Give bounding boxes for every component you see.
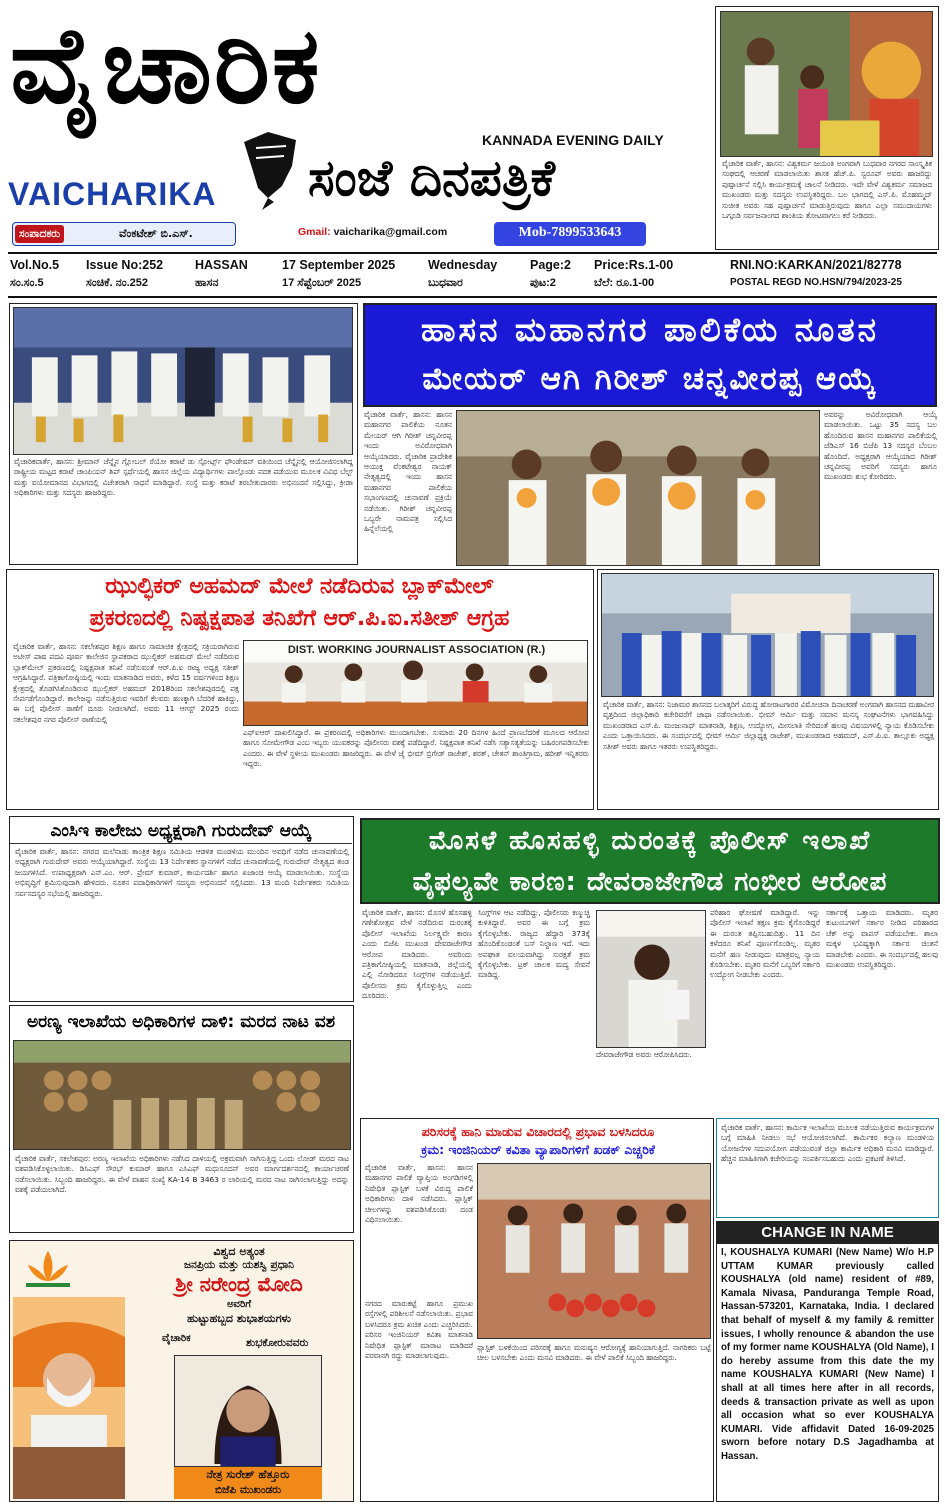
price-kn: ಬೆಲೆ: ರೂ.1-00 [594,277,655,289]
day-en: Wednesday [428,258,498,272]
ad-modi-name: ಶ್ರೀ ನರೇಂದ್ರ ಮೋದಿ [175,1272,303,1296]
forest-photo [13,1040,351,1150]
env-col2: ನಗರದ ಮಾರುಕಟ್ಟೆ ಹಾಗೂ ಪ್ರಮುಖ ರಸ್ತೆಗಳಲ್ಲಿ ಪರಿಶೀಲನೆ ನಡೆಸಲಾಯಿತು. ಪ್ರಭಾವ ಬಳಸಿದರೂ ಕ್ರಮ ಖಚಿತ ಎಂದು ಎಚ್ಚರಿಸಿದರು. ಪರಿಸರ ಇಂಜಿನಿಯರ್ ಕವಿತಾ ಮಾತನಾಡಿ ನಿಷೇಧಿತ ಪ್ಲಾಸ್ಟಿಕ್ ಮಾರಾಟ ಮಾಡಿದರೆ ಪರವಾನಗಿ ರದ್ದು ಮಾಡಲಾಗುವುದು. [365,1299,473,1361]
dateline-rule-bottom [8,296,937,298]
rally-photo [601,573,934,697]
mayor-headline [363,303,937,407]
labour-notice-text: ವೈಚಾರಿಕ ವಾರ್ತೆ, ಹಾಸನ: ಕಾರ್ಮಿಕ ಇಲಾಖೆಯ ಮೂಲಕ ನಡೆಯುತ್ತಿರುವ ಕಾರ್ಯಕ್ರಮಗಳ ಬಗ್ಗೆ ಮಾಹಿತಿ ನೀಡಲು ಸಭೆ ಆಯೋಜಿಸಲಾಗಿದೆ. ಕಾರ್ಮಿಕರ ಕಲ್ಯಾಣ ಮಂಡಳಿಯ ಯೋಜನೆಗಳ ಸದುಪಯೋಗ ಪಡೆಯುವಂತೆ ಜಿಲ್ಲಾ ಕಾರ್ಮಿಕ ಅಧಿಕಾರಿ ಮನವಿ ಮಾಡಿದ್ದಾರೆ. ಹೆಚ್ಚಿನ ಮಾಹಿತಿಗಾಗಿ ಕಚೇರಿಯನ್ನು ಸಂಪರ್ಕಿಸಬಹುದು ಎಂದು ಪ್ರಕಟಣೆ ತಿಳಿಸಿದೆ. [721,1123,934,1164]
env-headline-line1: ಪರಿಸರಕ್ಕೆ ಹಾನಿ ಮಾಡುವ ವಿಚಾರದಲ್ಲಿ ಪ್ರಭಾವ ಬಳಸಿದರೂ [421,1124,655,1139]
forest-headline: ಅರಣ್ಯ ಇಲಾಖೆಯ ಅಧಿಕಾರಿಗಳ ದಾಳಿ: ಮರದ ನಾಟ ವಶ [26,1012,336,1032]
ad-person-title: ಬಿಜೆಪಿ ಮುಖಂಡರು [214,1484,282,1496]
issue-kn: ಸಂಚಿಕೆ. ನಂ.252 [86,277,149,289]
blackmail-story [6,569,594,810]
blackmail-story-left-text: ವೈಚಾರಿಕ ವಾರ್ತೆ, ಹಾಸನ: ಸಕಲೇಶಪುರ ಶಿಕ್ಷಣ ಹಾಗೂ ಸಾಮಾಜಿಕ ಕ್ಷೇತ್ರದಲ್ಲಿ ಸಕ್ರಿಯರಾಗಿರುವ ಅಟೀಸ್ ಪಾಷ ಪದವಿ ಪೂರ್ವ ಕಾಲೇಜಿನ ಸ್ಥಾಪಕರಾದ ಝುಲ್ಫಿಕರ್ ಅಹಮದ್ ಮೇಲೆ ನಡೆದಿರುವ ಬ್ಲಾಕ್‌ಮೇಲ್ ಪ್ರಕರಣದಲ್ಲಿ ನಿಷ್ಪಕ್ಷಪಾತ ತನಿಖೆ ನಡೆಸುವಂತೆ ಆರ್.ಪಿ.ಐ ರಾಜ್ಯ ಅಧ್ಯಕ್ಷ ಸತೀಶ್ ಆಗ್ರಹಿಸಿದ್ದಾರೆ. ಪತ್ರಿಕಾಗೋಷ್ಠಿಯಲ್ಲಿ ಇಂದು ಮಾತನಾಡಿದ ಅವರು, ಕಳೆದ 15 ವರ್ಷಗಳಿಂದ ಶಿಕ್ಷಣ ಕ್ಷೇತ್ರದಲ್ಲಿ ತೊಡಗಿಸಿಕೊಂಡಿರುವ ಝುಲ್ಫಿಕರ್ ಅಹಮದ್ 2018ರಿಂದ ಸಕಲೇಶಪುರದಲ್ಲಿ ಪಕ್ಷ ಸೇರ್ಪಡೆಗೊಂಡಿದ್ದಾರೆ. ಕಾಲೇಜನ್ನು ನಡೆಸುತ್ತಿರುವ ಇವರಿಗೆ ಕೆಲವರು ಹಣಕ್ಕಾಗಿ ಬೆದರಿಕೆ ಹಾಕಿದ್ದು, ಈ ಬಗ್ಗೆ ಪೊಲೀಸ್ ಠಾಣೆಗೆ ದೂರು ನೀಡಲಾಗಿದೆ. ಅವರು 11 ಆಗಸ್ಟ್ 2025 ರಂದು ಸಕಲೇಶಪುರ ನಗರ ಪೊಲೀಸ್ ಠಾಣೆಯಲ್ಲಿ [13,642,239,724]
dateline-rule-top [8,252,937,254]
karate-photo [13,307,353,455]
ad-line2: ಜನಪ್ರಿಯ ಮತ್ತು ಯಶಸ್ವಿ ಪ್ರಧಾನಿ [183,1259,295,1271]
blackmail-story-right-text: ಎಫ್ಐಆರ್ ದಾಖಲಿಸಿದ್ದಾರೆ. ಈ ಪ್ರಕರಣದಲ್ಲಿ ಅಧಿಕಾರಿಗಳು ಮುಂದಾಗಬೇಕು. ಸುಮಾರು 20 ದಿನಗಳ ಹಿಂದೆ ಪ್ರಾಣಬೆದರಿಕೆ ಮೂಲದ ಆರೋಪ ಹಾಗೂ ಸೋಮೇಗೌಡ ಎಂಬ ಇಬ್ಬರು ಯುವಕರನ್ನು ಪೊಲೀಸರು ವಶಕ್ಕೆ ಪಡೆದಿದ್ದಾರೆ. ನಿಷ್ಪಕ್ಷಪಾತ ತನಿಖೆ ನಡೆಸಿ ಸತ್ಯಾಸತ್ಯತೆಯನ್ನು ಬಹಿರಂಗಪಡಿಸಬೇಕು ಎಂದರು. ಈ ವೇಳೆ ಸ್ಥಳೀಯ ಮುಖಂಡರು ಹಾಜರಿದ್ದರು. ಈ ವೇಳೆ ಜೈ ಭೀಮ್ ಬ್ರಿಗೇಡ್ ರಾಜೇಶ್, ಶರತ್, ಚೇತನ್ ಶಾಂತಿಗ್ರಾಮ, ಹರೀಶ್ ಇನ್ನಿತರರು ಇದ್ದರು. [243,728,589,769]
editor-strip [12,222,236,246]
top-right-photo-story [715,6,939,250]
karate-story-text: ವೈಚಾರಿಕವಾರ್ತೆ, ಹಾಸನ: ಶ್ರೀಮಾನ್ ಚೆನ್ನೈನ ಗ್ಲೋಬಲ್ ರೆಯೋ ಕರಾಟೆ ಡು ಸ್ಪೋರ್ಟ್ಸ್ ಫೌಂಡೇಷನ್ ವತಿಯಿಂದ ಚೆನ್ನೈನಲ್ಲಿ ಆಯೋಜಿಸಲಾಗಿದ್ದ ರಾಷ್ಟ್ರೀಯ ಮಟ್ಟದ ಕರಾಟೆ ಚಾಂಪಿಯನ್ ಶಿಪ್ ಸ್ಪರ್ಧೆಯಲ್ಲಿ ಹಾಸನ ಜಿಲ್ಲೆಯ ವಿದ್ಯಾರ್ಥಿಗಳು ಪಾಲ್ಗೊಂಡು ಪದಕ ಪಡೆಯುವ ಮೂಲಕ ವಿವಿಧ ಬೆಲ್ಟ್ ಮತ್ತು ವಯೋಮಾನದ ವಿಭಾಗದಲ್ಲಿ ವಿಜೇತರಾಗಿ ಸಾಧನೆ ಮಾಡಿದ್ದಾರೆ. ಸಂಸ್ಥೆ ಮತ್ತು ಕರಾಟೆ ತರಬೇತುದಾರರು ಅಭಿನಂದನೆ ಸಲ್ಲಿಸಿದ್ದು, ಕ್ರೀಡಾ ಅಧಿಕಾರಿಗಳು ಮತ್ತು ಸದಸ್ಯರು ಹಾಜರಿದ್ದರು. [14,457,353,498]
gmail-line [298,226,447,238]
change-name-heading: CHANGE IN NAME [717,1222,938,1244]
editor-name: ವೆಂಕಟೇಶ್ ಬಿ.ಎಸ್. [119,227,193,240]
top-right-story-text: ವೈಚಾರಿಕ ವಾರ್ತೆ, ಹಾಸನ: ವಿಶ್ವಕರ್ಮ ಜಯಂತಿ ಅಂಗವಾಗಿ ಬುಧವಾರ ನಗರದ ಸಾಂಸ್ಕೃತಿಕ ಸಂಘದಲ್ಲಿ ಆಚರಣೆ ಮಾಡಲಾಯಿತು ಶಾಸಕ ಹೆಚ್.ಪಿ. ಸ್ವರೂಪ್ ಅವರು ಹಾಜರಿದ್ದು ಪುಷ್ಪಾರ್ಚನೆ ಸಲ್ಲಿಸಿ ಕಾರ್ಯಕ್ರಮಕ್ಕೆ ಚಾಲನೆ ನೀಡಿದರು. ಇದೇ ವೇಳೆ ವಿಶ್ವಕರ್ಮ ಸಮಾಜದ ಮುಖಂಡರು ಮತ್ತು ಸದಸ್ಯರು ಉಪಸ್ಥಿತರಿದ್ದರು. ಬಲ ಭಾಗದಲ್ಲಿ ಎಸ್.ಪಿ. ಮೊಹಮ್ಮದ್ ಸುಜೀತ ಅವರು ಸಹ ಪುಷ್ಪಾರ್ಚನೆ ಮಾಡುತ್ತಿರುವುದು ಹಾಗೂ ಎಲ್ಲಾ ಸಮುದಾಯಗಳು ಒಗ್ಗೂಡಿ ಸರ್ವಜನಾಂಗದ ಶಾಂತಿಯ ತೋಟವಾಗಲು ಕರೆ ನೀಡಿದರು. [722,159,932,221]
college-story [9,816,354,1002]
devarajegowda-photo [596,910,706,1048]
leader-photo [174,1355,322,1467]
gmail-address: vaicharika@gmail.com [333,226,448,238]
mosale-col2: ಸಿಂಗ್ಲ್‌ಗಳ ಆಟ ನಡೆದಿದ್ದು, ಪೊಲೀಸರು ಕಣ್ಮುಚ್ಚಿ ಕುಳಿತಿದ್ದಾರೆ. ಅವರ ಈ ಬಗ್ಗೆ ಕ್ರಮ ಕೈಗೊಳ್ಳಬೇಕು. ರಾಜ್ಯದ ಹೆದ್ದಾರಿ 373ಕ್ಕೆ ಹೊಂದಿಕೊಂಡಂತೆ ಬಸ್ ನಿಲ್ದಾಣ ಇದೆ. ಇದು ಅಪಘಾತ ವಲಯವಾಗಿದ್ದು ಸುರಕ್ಷತೆ ಕ್ರಮ ಕೈಗೊಳ್ಳಬೇಕು. ಟ್ರಕ್ ಚಾಲಕ ಮದ್ಯ ಸೇವನೆ ಮಾಡಿದ್ದ. [478,908,590,980]
masthead-tagline-kn: ಸಂಜೆ ದಿನಪತ್ರಿಕೆ [308,149,555,207]
ad-person-name: ನೇತ್ರ ಸುರೇಶ್ ಹೆತ್ತೂರು [206,1468,290,1481]
date-kn: 17 ಸೆಪ್ಟೆಂಬರ್ 2025 [282,277,362,289]
mosale-headline-line2: ವೈಫಲ್ಯವೇ ಕಾರಣ: ದೇವರಾಜೇಗೌಡ ಗಂಭೀರ ಆರೋಪ [412,867,888,897]
place-en: HASSAN [195,258,248,272]
masthead-title-en: VAICHARIKA [8,176,217,212]
env-col1: ವೈಚಾರಿಕ ವಾರ್ತೆ, ಹಾಸನ: ಹಾಸನ ಮಹಾನಗರ ಪಾಲಿಕೆ ವ್ಯಾಪ್ತಿಯ ಅಂಗಡಿಗಳಲ್ಲಿ ನಿಷೇಧಿತ ಪ್ಲಾಸ್ಟಿಕ್ ಬಳಕೆ ವಿರುದ್ಧ ಪಾಲಿಕೆ ಅಧಿಕಾರಿಗಳು ದಾಳಿ ನಡೆಸಿದರು. ಪ್ಲಾಸ್ಟಿಕ್ ಚೀಲಗಳನ್ನು ವಶಪಡಿಸಿಕೊಂಡು ದಂಡ ವಿಧಿಸಲಾಯಿತು. [365,1163,473,1225]
place-kn: ಹಾಸನ [195,277,219,289]
mayor-story-left-text: ವೈಚಾರಿಕ ವಾರ್ತೆ, ಹಾಸನ: ಹಾಸನ ಮಹಾನಗರ ಪಾಲಿಕೆಯ ನೂತನ ಮೇಯರ್ ಆಗಿ ಗಿರೀಶ್ ಚನ್ನವೀರಪ್ಪ ಇಂದು ಅವಿರೋಧವಾಗಿ ಆಯ್ಕೆಯಾದರು. ವೈಚಾರಿಕ ಪ್ರಾದೇಶಿಕ ಆಯುಕ್ತ ವೆಂಕಟೇಶ್ವರ ನಾಯಕ್ ನೇತೃತ್ವದಲ್ಲಿ ಇಂದು ಹಾಸನ ಮಹಾನಗರ ಪಾಲಿಕೆಯ ಸಭಾಂಗಣದಲ್ಲಿ ಚುನಾವಣೆ ಪ್ರಕ್ರಿಯೆ ನಡೆಯಿತು. ಗಿರೀಶ್ ಚನ್ನವೀರಪ್ಪ ಒಬ್ಬರೇ ನಾಮಪತ್ರ ಸಲ್ಲಿಸಿದ ಹಿನ್ನೆಲೆಯಲ್ಲಿ [364,410,452,534]
masthead-tagline-en: KANNADA EVENING DAILY [482,132,664,148]
env-headline-line2: ಕ್ರಮ: ಇಂಜಿನಿಯರ್ ಕವಿತಾ ವ್ಯಾಪಾರಿಗಳಿಗೆ ಖಡಕ್ ಎಚ್ಚರಿಕೆ [421,1142,655,1157]
mosale-col4: ಸರ್ಕಾರಕ್ಕೆ ಒತ್ತಾಯ ಮಾಡಿದರು. ಮೃತರ ಕುಟುಂಬಗಳಿಗೆ ಸರ್ಕಾರ ನೀಡಿದ ಪರಿಹಾರದ ಚೆಕ್ ಅನ್ನು ವಾಪಸ್ ಪಡೆಯಬೇಕು. ಶಾಲಾ ಮಕ್ಕಳ ಭವಿಷ್ಯಕ್ಕಾಗಿ ಸರ್ಕಾರ ಚಿಂತನೆ ಮಾಡಬೇಕು ಎಂದರು. ಈ ಸಂದರ್ಭದಲ್ಲಿ ಹಲವು ಮುಖಂಡರು ಉಪಸ್ಥಿತರಿದ್ದರು. [826,908,938,970]
forest-story-text: ವೈಚಾರಿಕ ವಾರ್ತೆ, ಸಕಲೇಶಪುರ: ಅರಣ್ಯ ಇಲಾಖೆಯ ಅಧಿಕಾರಿಗಳು ನಡೆಸಿದ ದಾಳಿಯಲ್ಲಿ ಅಕ್ರಮವಾಗಿ ಸಾಗಿಸುತ್ತಿದ್ದ ಒಂದು ಲೋಡ್ ಮರದ ನಾಟ ವಶಪಡಿಸಿಕೊಳ್ಳಲಾಯಿತು. ಡಿಸಿಎಫ್ ಸೌರಭ್ ಕುಮಾರ್ ಹಾಗೂ ಎಸಿಎಫ್ ಮಧುಸೂದನ್ ಅವರ ಮಾರ್ಗದರ್ಶನದಲ್ಲಿ ಕಾರ್ಯಾಚರಣೆ ನಡೆಸಲಾಯಿತು. ಸಿಬ್ಬಂದಿ ಹಾಜರಿದ್ದರು. ಈ ವೇಳೆ ವಾಹನ ಸಂಖ್ಯೆ KA-14 B 3463 ರ ಲಾರಿಯಲ್ಲಿ ಮರದ ನಾಟ ಸಾಗಿಸಲಾಗುತ್ತಿದ್ದು ಅದನ್ನು ವಶಕ್ಕೆ ಪಡೆಯಲಾಗಿದೆ. [15,1154,349,1195]
press-meet-banner: DIST. WORKING JOURNALIST ASSOCIATION (R.) [287,644,546,656]
mosale-col1: ವೈಚಾರಿಕ ವಾರ್ತೆ, ಹಾಸನ: ಮೊಸಳೆ ಹೊಸಹಳ್ಳಿ ಗಣೇಶೋತ್ಸವ ವೇಳೆ ನಡೆದಿರುವ ದುರಂತಕ್ಕೆ ಪೊಲೀಸ್ ಇಲಾಖೆಯ ನಿರ್ಲಕ್ಷ್ಯವೇ ಕಾರಣ ಎಂದು ಬಿಜೆಪಿ ಮುಖಂಡ ದೇವರಾಜೇಗೌಡ ಆರೋಪ ಮಾಡಿದರು. ಅವರಿಂದು ಪತ್ರಿಕಾಗೋಷ್ಠಿಯಲ್ಲಿ ಮಾತನಾಡಿ, ಜಿಲ್ಲೆಯಲ್ಲಿ ಎಲ್ಲಿ ನೋಡಿದರೂ ಸಿಂಗ್ಲ್‌ಗಳ ನಡೆಯುತ್ತಿದೆ. ಪೊಲೀಸರು ಕ್ರಮ ಕೈಗೊಳ್ಳುತ್ತಿಲ್ಲ ಎಂದು ದೂರಿದರು. [362,908,472,1001]
rni-number: RNI.NO:KARKAN/2021/82778 [730,258,902,272]
forest-story [9,1005,354,1233]
gmail-label: Gmail: [298,226,331,238]
postal-regd: POSTAL REGD NO.HSN/794/2023-25 [730,277,902,288]
plastic-drive-photo [477,1163,711,1339]
masthead-title-kn: ವೈಚಾರಿಕ [10,4,322,127]
issue-en: Issue No:252 [86,258,164,272]
karate-story [9,303,358,565]
ad-line3: ಅವರಿಗೆ [226,1299,252,1310]
mayor-story-right-text: ಅವರನ್ನು ಅವಿರೋಧವಾಗಿ ಆಯ್ಕೆ ಮಾಡಲಾಯಿತು. ಒಟ್ಟು 35 ಸದಸ್ಯ ಬಲ ಹೊಂದಿರುವ ಹಾಸನ ಮಹಾನಗರ ಪಾಲಿಕೆಯಲ್ಲಿ ಜೆಡಿಎಸ್ 16 ಬಿಜೆಪಿ 13 ಸದಸ್ಯರ ಬೆಂಬಲ ಹೊಂದಿದೆ. ಅಧ್ಯಕ್ಷರಾಗಿ ಆಯ್ಕೆಯಾದ ಗಿರೀಶ್ ಚನ್ನವೀರಪ್ಪ ಅವರಿಗೆ ಸದಸ್ಯರು ಹಾಗೂ ಮುಖಂಡರು ಶುಭ ಕೋರಿದರು. [824,410,937,482]
editor-label: ಸಂಪಾದಕರು [15,225,64,243]
change-name-notice [716,1221,939,1502]
rally-story [597,569,939,810]
pm-birthday-ad [9,1240,354,1502]
vol-en: Vol.No.5 [10,258,60,272]
press-meet-photo [243,640,588,726]
change-name-body: I, KOUSHALYA KUMARI (New Name) W/o H.P UTTAM KUMAR previously called KOUSHALYA (old name) resident of #89, Kamala Nivasa, Panduranga Temple Road, Hassan-573201, Karnataka, India. I declared that behalf of myself & my family & remitter issues, I wholly renounce & abandon the use of my former name KOUSHALYA (Old Name), I do hereby assume from this date the my name KOUSHALYA KUMARI (New Name) I shall at all times here after in all records, deeds & transaction private as well as upon all occasion what so ever KOUSHALYA KUMARI. Vide affidavit Dated 16-09-2025 sworn before notary D.S Jagadhamba at Hassan. [721,1247,934,1462]
modi-photo [13,1297,125,1499]
college-headline: ಎಂಸಿಇ ಕಾಲೇಜು ಅಧ್ಯಕ್ಷರಾಗಿ ಗುರುದೇವ್ ಆಯ್ಕೆ [10,819,352,844]
day-kn: ಬುಧವಾರ [428,277,463,289]
mosale-headline [360,818,940,904]
mayor-headline-line2: ಮೇಯರ್ ಆಗಿ ಗಿರೀಶ್ ಚನ್ನವೀರಪ್ಪ ಆಯ್ಕೆ [422,361,878,397]
rally-story-text: ವೈಚಾರಿಕ ವಾರ್ತೆ, ಹಾಸನ: ನಿಜಾಮರ ಶಾಸನದ ಬಲಾತ್ಕರಿಗೆ ವಿರುದ್ಧ ಹೋರಾಟಗಾರರ ವಿಮೋಚನಾ ದಿನಾಚರಣೆ ಅಂಗವಾಗಿ ಹಾಸನದ ಮಹಾವೀರ ವೃತ್ತದಿಂದ ಜಿಲ್ಲಾಧಿಕಾರಿ ಕಚೇರಿವರೆಗೆ ಜಾಥಾ ನಡೆಸಲಾಯಿತು. ಭೀಮ್ ಆರ್ಮಿ ಮತ್ತು ಸಮಾನ ಮನಸ್ಕ ಸಂಘಟನೆಗಳು ಭಾಗವಹಿಸಿದ್ದು ಮುಖಂಡರಾದ ಎಸ್.ಪಿ. ಮಂಜುನಾಥ್ ಮಾತನಾಡಿ, ಶಿಕ್ಷಣ, ಉದ್ಯೋಗ, ಮೀಸಲಾತಿ ಸೇರಿದಂತೆ ಹಲವು ವಿಷಯಗಳಲ್ಲಿ ನ್ಯಾಯ ಕೊಡಿಸಬೇಕು ಎಂದು ಒತ್ತಾಯಿಸಿದರು. ಈ ಸಂದರ್ಭದಲ್ಲಿ ಭೀಮ್ ಆರ್ಮಿ ಜಿಲ್ಲಾಧ್ಯಕ್ಷ ರಾಜೇಶ್, ಮುಖಂಡರಾದ ಅಹಮದ್, ಎಸ್.ಪಿ.ಐ. ತಾಲ್ಲೂಕು ಅಧ್ಯಕ್ಷ ಸತೀಶ್ ಅವರು ಹಾಗೂ ಇತರರು ಉಪಸ್ಥಿತರಿದ್ದರು. [603,700,934,751]
ad-greeting: ಶುಭಕೋರುವವರು [246,1337,309,1349]
ad-person-box [174,1467,322,1499]
lotus-icon [22,1247,74,1291]
vishwakarma-photo [720,11,933,157]
ad-brand: ವೈಚಾರಿಕ [162,1333,191,1344]
price-en: Price:Rs.1-00 [594,258,674,272]
pen-hand-icon [238,128,304,212]
mayor-headline-line1: ಹಾಸನ ಮಹಾನಗರ ಪಾಲಿಕೆಯ ನೂತನ [421,310,879,349]
ad-line4: ಹುಟ್ಟುಹಬ್ಬದ ಶುಭಾಶಯಗಳು [186,1312,291,1325]
mosale-col3: ಪರಿಹಾರ ಘೋಷಣೆ ಮಾಡಿದ್ದಾರೆ. ಇನ್ನು ಪೊಲೀಸ್ ಇಲಾಖೆ ತಕ್ಷಣ ಕ್ರಮ ಕೈಗೊಂಡಿದ್ದರೆ ಈ ದುರಂತ ತಪ್ಪಿಸಬಹುದಿತ್ತು. 11 ದಿನ ಕಳೆದರೂ ತನಿಖೆ ಪೂರ್ಣಗೊಂಡಿಲ್ಲ. ಮೃತರ ಮನೆಗೆ ಹಣ ನೀಡುವುದು ಮಾತ್ರವಲ್ಲ ನ್ಯಾಯ ಕೊಡಿಸಬೇಕು. ಮೃತರ ಮನೆಗೆ ಒಬ್ಬರಿಗೆ ಸರ್ಕಾರಿ ಉದ್ಯೋಗ ನೀಡಬೇಕು ಎಂದರು. [710,908,820,980]
env-col3: ಪ್ಲಾಸ್ಟಿಕ್ ಬಳಕೆಯಿಂದ ಪರಿಸರಕ್ಕೆ ಹಾಗೂ ಮನುಷ್ಯನ ಆರೋಗ್ಯಕ್ಕೆ ಹಾನಿಯಾಗುತ್ತಿದೆ. ನಾಗರಿಕರು ಬಟ್ಟೆ ಚೀಲ ಬಳಸಬೇಕು ಎಂದು ಮನವಿ ಮಾಡಿದರು. ಈ ವೇಳೆ ಪಾಲಿಕೆ ಸಿಬ್ಬಂದಿ ಹಾಜರಿದ್ದರು. [477,1343,711,1363]
labour-notice [716,1118,939,1218]
page-kn: ಪುಟ:2 [530,277,556,289]
blackmail-headline-line2: ಪ್ರಕರಣದಲ್ಲಿ ನಿಷ್ಪಕ್ಷಪಾತ ತನಿಖೆಗೆ ಆರ್.ಪಿ.ಐ.ಸತೀಶ್ ಆಗ್ರಹ [89,606,510,631]
ad-line1: ವಿಶ್ವದ ಅತ್ಯಂತ [213,1245,265,1258]
mayor-photo [456,410,820,566]
blackmail-headline-line1: ಝುಲ್ಫಿಕರ್ ಅಹಮದ್ ಮೇಲೆ ನಡೆದಿರುವ ಬ್ಲಾಕ್‌ಮೇಲ್ [105,574,494,599]
page-en: Page:2 [530,258,571,272]
college-story-text: ವೈಚಾರಿಕ ವಾರ್ತೆ, ಹಾಸನ: ನಗರದ ಮಲೆನಾಡು ತಾಂತ್ರಿಕ ಶಿಕ್ಷಣ ಸಮಿತಿಯ ಆಡಳಿತ ಮಂಡಳಿಯ ಮುಂದಿನ ಅವಧಿಗೆ ನಡೆದ ಚುನಾವಣೆಯಲ್ಲಿ ಅಧ್ಯಕ್ಷರಾಗಿ ಗುರುದೇವ್ ಅವರು ಆಯ್ಕೆಯಾಗಿದ್ದಾರೆ. ಸಂಸ್ಥೆಯ 13 ನಿರ್ದೇಶಕರ ಸ್ಥಾನಗಳಿಗೆ ನಡೆದ ಚುನಾವಣೆಯಲ್ಲಿ ಗುರುದೇವ್ ನೇತೃತ್ವದ ತಂಡ ಜಯಗಳಿಸಿದೆ. ಉಪಾಧ್ಯಕ್ಷರಾಗಿ ಎನ್.ಎಂ. ಆರ್. ಪ್ರೇಮ್ ಕುಮಾರ್, ಕಾರ್ಯದರ್ಶಿ ಹಾಗೂ ಖಜಾಂಚಿ ಆಯ್ಕೆ ಮಾಡಲಾಯಿತು. ಸಂಸ್ಥೆಯ ಅಭಿವೃದ್ಧಿಗೆ ಶ್ರಮಿಸುವುದಾಗಿ ಹೇಳಿದರು. ನೂತನ ಪದಾಧಿಕಾರಿಗಳಿಗೆ ಸದಸ್ಯರು ಅಭಿನಂದನೆ ಸಲ್ಲಿಸಿದರು. 13 ಮಂದಿ ನಿರ್ದೇಶಕರು ಸಮಿತಿಯ ಸರ್ವಸದಸ್ಯರ ಸಭೆಯಲ್ಲಿ ಹಾಜರಿದ್ದರು. [15,847,349,898]
env-story [360,1118,714,1502]
vol-kn: ಸಂ.ಸಂ.5 [10,277,44,289]
mosale-headline-line1: ಮೊಸಳೆ ಹೊಸಹಳ್ಳಿ ದುರಂತಕ್ಕೆ ಪೊಲೀಸ್ ಇಲಾಖೆ [428,826,872,856]
mobile-badge: Mob-7899533643 [494,222,646,246]
mosale-photo-caption: ದೇವರಾಜೇಗೌಡ ಅವರು ಆರೋಪಿಸಿದರು. [596,1050,692,1059]
date-en: 17 September 2025 [282,258,396,272]
